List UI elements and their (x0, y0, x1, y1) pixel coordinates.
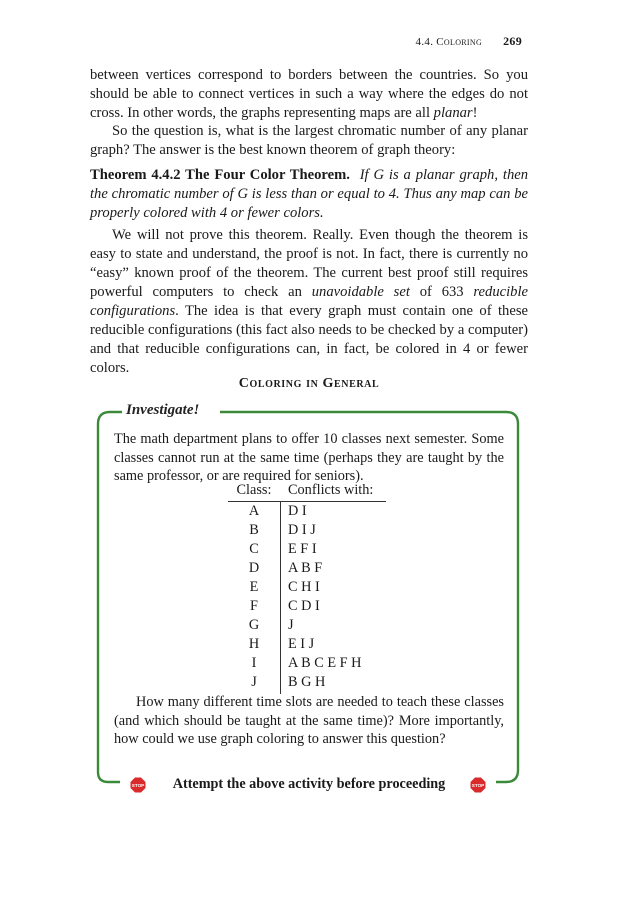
proof-text-a: We will not prove this theorem. Really. Even though the theorem is easy to state and understand, the proof is not. In fact, there is currently no “easy” known proof of the theorem. The current best proof still requires powerful computers to check an (90, 227, 528, 300)
section-heading: Coloring in General (238, 376, 380, 391)
proof-text-c: . The idea is that every graph must contain one of these reducible configurations (this fact also needs to be checked by a computer) and that reducible configurations can, in fact, be colored in 4 or fewer colors. (90, 303, 528, 376)
conflicts-cell: E F I (288, 541, 317, 557)
section-label: 4.4. Coloring (415, 36, 483, 48)
page-number: 269 (503, 34, 522, 48)
class-cell: J (251, 674, 257, 690)
conflicts-cell: D I (288, 503, 307, 519)
conflict-table (228, 482, 373, 692)
conflicts-cell: C D I (288, 598, 320, 614)
intro-text-end: ! (472, 105, 478, 121)
table-header-conflicts: Conflicts with: (288, 482, 374, 498)
table-row (228, 635, 373, 654)
table-row (228, 559, 373, 578)
proof-text-b: of 633 (409, 284, 474, 300)
class-cell: G (248, 617, 260, 633)
table-row (228, 654, 373, 673)
intro-text: between vertices correspond to borders between the countries. So you should be able to connect vertices in such a way where the edges do not cross. In other words, the graphs representing maps are all (90, 67, 528, 121)
theorem-body: If G is a planar graph, then the chromatic number of G is less than or equal to 4. Thus any map can be properly colored with 4 or fewer colors. (90, 167, 529, 221)
stop-sign-icon-right (470, 777, 486, 793)
attempt-prompt: Attempt the above activity before proceeding (172, 776, 446, 792)
table-row (228, 673, 373, 692)
class-cell: F (250, 598, 258, 614)
investigate-intro: The math department plans to offer 10 classes next semester. Some classes cannot run at the same time (perhaps they are taught by the same professor, or are required for seniors). (114, 431, 504, 484)
class-cell: I (251, 655, 257, 671)
proof-emphasis-2: reducible configurations (90, 284, 528, 319)
class-cell: E (249, 579, 259, 595)
running-header (416, 34, 522, 49)
svg-text:STOP: STOP (471, 783, 485, 788)
conflicts-cell: B G H (288, 674, 326, 690)
theorem-label: Theorem 4.4.2 The Four Color Theorem. (90, 167, 350, 183)
intro-paragraph-2 (90, 122, 528, 160)
conflicts-cell: A B F (288, 560, 323, 576)
table-header-class: Class: (236, 482, 272, 498)
class-cell: A (248, 503, 260, 519)
svg-text:STOP: STOP (131, 783, 145, 788)
class-cell: C (249, 541, 259, 557)
intro-paragraph-1 (90, 66, 528, 123)
intro-p2-text: So the question is, what is the largest chromatic number of any planar graph? The answer is the best known theorem of graph theory: (90, 123, 528, 158)
class-cell: B (249, 522, 259, 538)
conflicts-cell: E I J (288, 636, 315, 652)
conflicts-cell: D I J (288, 522, 316, 538)
conflicts-cell: A B C E F H (288, 655, 362, 671)
proof-emphasis-1: unavoidable set (311, 284, 410, 300)
class-cell: H (248, 636, 260, 652)
conflicts-cell: C H I (288, 579, 320, 595)
conflicts-cell: J (288, 617, 294, 633)
investigate-question: How many different time slots are needed to teach these classes (and which should be taught at the same time)? More importantly, how could we use graph coloring to answer this question? (114, 694, 504, 747)
table-row (228, 616, 373, 635)
class-cell: D (248, 560, 260, 576)
theorem-block (90, 166, 528, 223)
table-row (228, 502, 373, 521)
proof-paragraph (90, 226, 528, 378)
investigate-title: Investigate! (126, 402, 200, 418)
table-row (228, 597, 373, 616)
table-row (228, 578, 373, 597)
table-row (228, 521, 373, 540)
intro-emphasis: planar (433, 105, 473, 121)
table-row (228, 540, 373, 559)
